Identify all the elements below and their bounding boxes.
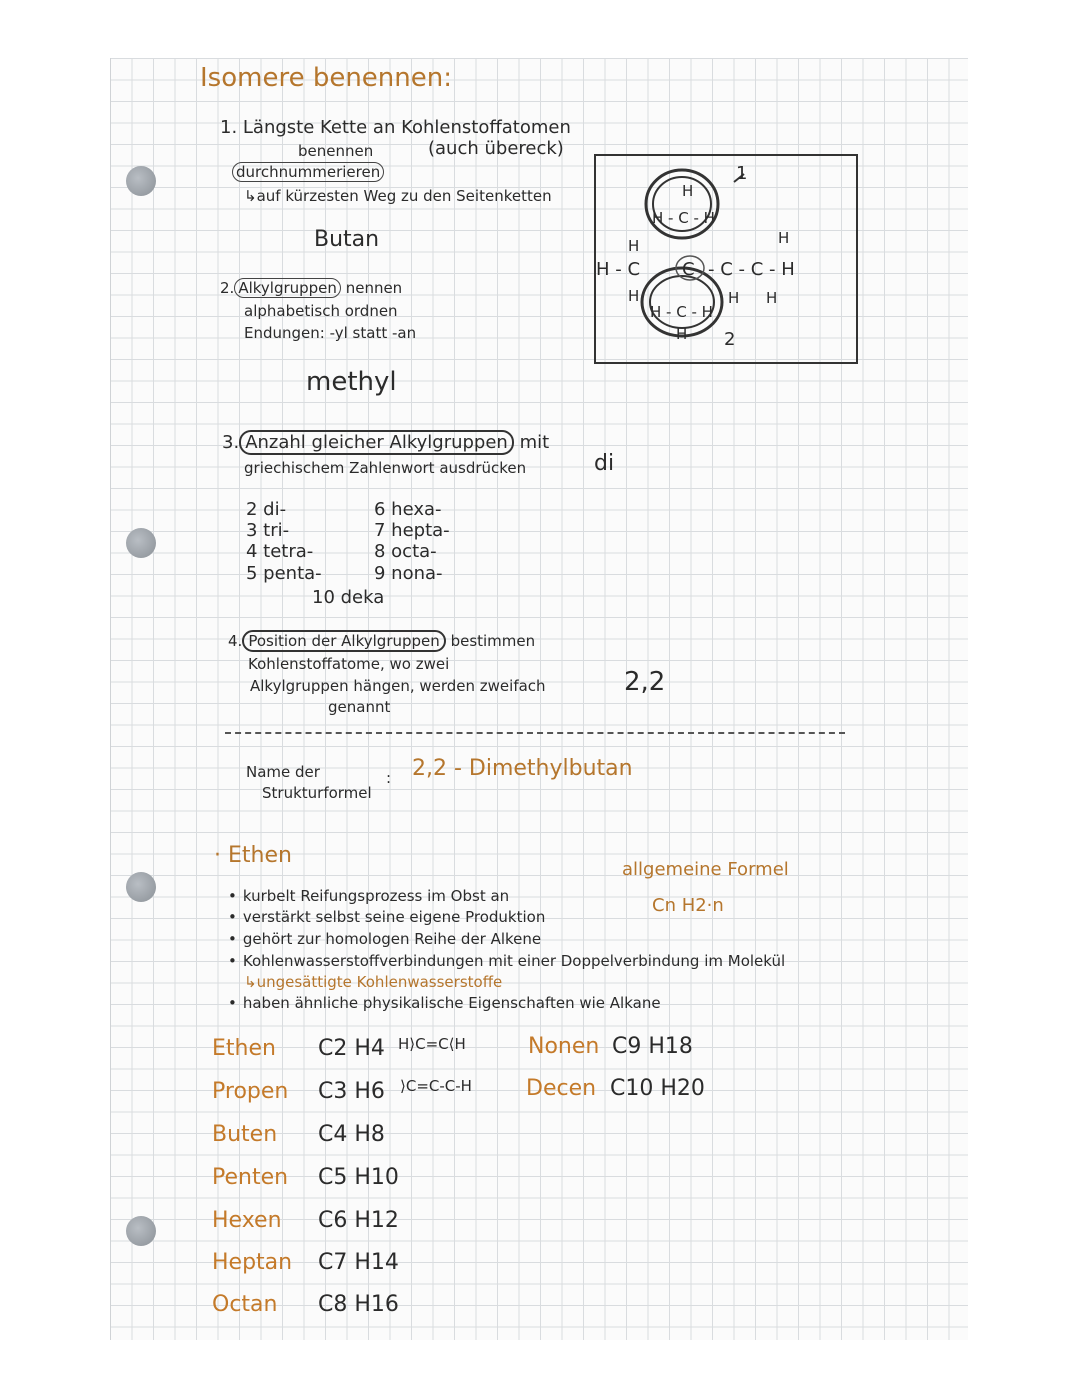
binder-hole <box>126 872 156 902</box>
step2-line2: alphabetisch ordnen <box>244 302 398 320</box>
separator-dashed <box>225 732 845 734</box>
atom-c-center: C <box>682 259 695 280</box>
general-formula-label: allgemeine Formel <box>622 859 789 880</box>
numeral: 2 di- <box>246 499 287 520</box>
alkene-name: Octan <box>212 1292 278 1317</box>
ethen-bullet: • kurbelt Reifungsprozess im Obst an <box>228 888 509 905</box>
alkene-formula: C9 H18 <box>612 1034 693 1059</box>
atom-h: H <box>628 237 640 255</box>
atom-group: H - C - H <box>652 209 715 227</box>
structure-label2: Strukturformel <box>262 784 372 802</box>
numeral: 6 hexa- <box>374 499 442 520</box>
ethen-title: · Ethen <box>214 843 292 868</box>
atom-h: H <box>766 289 778 307</box>
alkene-name: Propen <box>212 1079 289 1104</box>
atom-chain: - C - C - H <box>708 259 795 280</box>
mini-structure-propen: ⟩C=C-C-H <box>400 1077 472 1095</box>
margin-line <box>110 58 111 1340</box>
step1-line2a: benennen <box>298 142 374 160</box>
alkene-formula: C7 H14 <box>318 1250 399 1275</box>
ethen-bullet: • haben ähnliche physikalische Eigenschaften wie Alkane <box>228 995 661 1012</box>
binder-hole <box>126 166 156 196</box>
page-title: Isomere benennen: <box>200 63 452 93</box>
structure-colon: : <box>386 769 392 787</box>
atom-h: H <box>628 287 640 305</box>
chain-number: 2 <box>724 329 736 350</box>
numeral: 9 nona- <box>374 563 443 584</box>
step2-line1: 2. Alkylgruppen nennen <box>220 279 403 297</box>
numeral: 3 tri- <box>246 520 290 541</box>
step1-line2b: (auch übereck) <box>428 138 564 159</box>
atom-h: H <box>682 182 694 200</box>
step3-line1: 3. Anzahl gleicher Alkylgruppen mit <box>222 432 550 453</box>
alkene-formula: C6 H12 <box>318 1208 399 1233</box>
step3-line2: griechischem Zahlenwort ausdrücken <box>244 459 527 477</box>
step4-result: 2,2 <box>624 667 666 697</box>
alkene-formula: C5 H10 <box>318 1165 399 1190</box>
step3-result: di <box>594 451 615 476</box>
alkene-formula: C3 H6 <box>318 1079 385 1104</box>
alkene-name: Hexen <box>212 1208 282 1233</box>
circle-top <box>646 170 718 238</box>
general-formula: Cn H2·n <box>652 895 724 916</box>
atom-h: H <box>778 229 790 247</box>
numeral: 7 hepta- <box>374 520 450 541</box>
atom-group: H - C - H <box>650 303 713 321</box>
step1-line1: 1. Längste Kette an Kohlenstoffatomen <box>220 117 571 138</box>
alkene-name: Heptan <box>212 1250 293 1275</box>
alkene-name: Penten <box>212 1165 289 1190</box>
step4-line3: Alkylgruppen hängen, werden zweifach <box>250 677 546 695</box>
atom-group: H - C <box>596 259 641 280</box>
alkene-formula: C2 H4 <box>318 1036 385 1061</box>
binder-hole <box>126 528 156 558</box>
step1-line3: durchnummerieren <box>232 164 384 181</box>
alkene-formula: C4 H8 <box>318 1122 385 1147</box>
step4-line4: genannt <box>328 698 391 716</box>
atom-h: H <box>728 289 740 307</box>
ethen-bullet: • verstärkt selbst seine eigene Produktion <box>228 909 545 926</box>
step4-line2: Kohlenstoffatome, wo zwei <box>248 655 450 673</box>
numeral: 8 octa- <box>374 541 437 562</box>
alkene-name: Decen <box>526 1076 597 1101</box>
numeral: 5 penta- <box>246 563 322 584</box>
alkene-name: Nonen <box>528 1034 600 1059</box>
atom-h: H <box>676 325 688 343</box>
alkene-formula: C10 H20 <box>610 1076 705 1101</box>
step1-result: Butan <box>314 227 380 252</box>
step2-line3: Endungen: -yl statt -an <box>244 324 417 342</box>
alkene-name: Ethen <box>212 1036 276 1061</box>
numeral: 4 tetra- <box>246 541 314 562</box>
numeral: 10 deka <box>312 587 385 608</box>
binder-hole <box>126 1216 156 1246</box>
structure-name: 2,2 - Dimethylbutan <box>412 756 633 781</box>
ethen-arrow-note: ↳ungesättigte Kohlenwasserstoffe <box>244 973 503 991</box>
alkene-name: Buten <box>212 1122 278 1147</box>
step4-line1: 4. Position der Alkylgruppen bestimmen <box>228 632 536 650</box>
alkene-formula: C8 H16 <box>318 1292 399 1317</box>
structure-label1: Name der <box>246 763 320 781</box>
step2-result: methyl <box>306 367 397 397</box>
chain-number: 1 <box>736 163 748 184</box>
ethen-bullet: • gehört zur homologen Reihe der Alkene <box>228 931 541 948</box>
mini-structure-ethen: H⟩C=C⟨H <box>398 1035 466 1053</box>
step1-line4: ↳auf kürzesten Weg zu den Seitenketten <box>244 187 552 205</box>
ethen-bullet: • Kohlenwasserstoffverbindungen mit einer Doppelverbindung im Molekül <box>228 953 785 970</box>
